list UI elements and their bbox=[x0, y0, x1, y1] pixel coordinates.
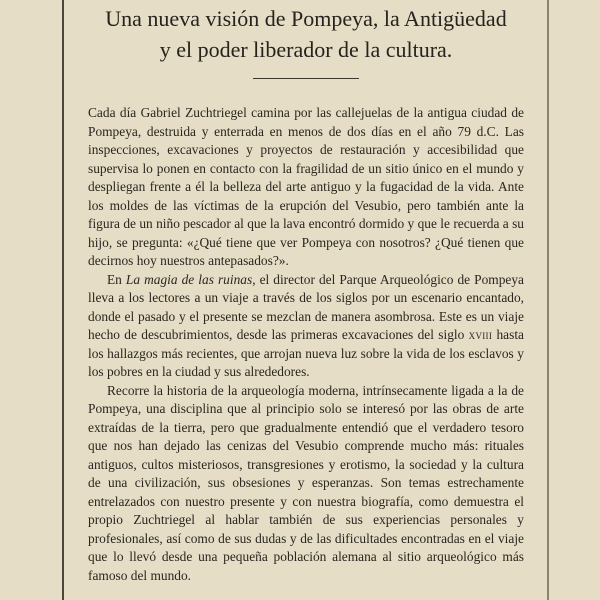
text-segment: En bbox=[107, 271, 126, 287]
text-segment: Cada día Gabriel Zuchtriegel camina por las callejuelas de la antigua ciudad de Pompeya, destruida y enterrada en menos de dos días en el año 79 d.C. Las inspecciones, excavaciones y proyectos de restauración y accesibilidad que supervisa lo ponen en contacto con la fragilidad de un sitio único en el mundo y despliegan frente a él la belleza del arte antiguo y la fugacidad de la vida. Ante los moldes de las víctimas de la erupción del Vesubio, pero también ante la figura de un niño pescador al que la lava encontró dormido y que le recuerda a su hijo, se pregunta: «¿Qué tiene que ver Pompeya con nosotros? ¿Qué tienen que decirnos hoy nuestros antepasados?». bbox=[88, 105, 524, 268]
text-segment: La magia de las ruinas bbox=[125, 271, 253, 287]
text-segment: , el director del Parque Arqueológico de Pompeya lleva a los lectores a un viaje a través de los siglos por un escenario encantado, donde el pasado y el presente se mezclan de manera asombrosa. Este es un viaje hecho de descubrimientos, desde las primeras excavaciones del siglo bbox=[88, 271, 524, 342]
paragraph bbox=[88, 104, 524, 271]
text-segment: hasta los hallazgos más recientes, que arrojan nueva luz sobre la vida de los esclavos y los pobres en la ciudad y sus alrededores. bbox=[88, 327, 524, 379]
text-segment: xviii bbox=[468, 327, 493, 342]
page-title-line-1: Una nueva visión de Pompeya, la Antigüedad bbox=[105, 6, 507, 31]
title-divider bbox=[253, 78, 359, 79]
paragraph bbox=[88, 382, 524, 586]
body-text bbox=[88, 104, 524, 585]
page-title-line-2: y el poder liberador de la cultura. bbox=[159, 37, 453, 62]
page-title bbox=[88, 0, 524, 65]
text-segment: Recorre la historia de la arqueología moderna, intrínsecamente ligada a la de Pompeya, una disciplina que al principio solo se interesó por las obras de arte extraídas de la tierra, pero que gradualmente entendió que el verdadero tesoro que nos han dejado las cenizas del Vesubio comprende mucho más: rituales antiguos, cultos misteriosos, transgresiones y erotismo, la sociedad y la cultura de una civilización, sus obsesiones y esperanzas. Son temas estrechamente entrelazados con nuestro presente y con nuestra biografía, como demuestra el propio Zuchtriegel al hablar también de sus experiencias personales y profesionales, así como de sus dudas y de las dificultades encontradas en el viaje que lo llevó desde una pequeña población alemana al sitio arqueológico más famoso del mundo. bbox=[88, 382, 524, 583]
paragraph bbox=[88, 271, 524, 382]
page-content bbox=[64, 0, 548, 600]
